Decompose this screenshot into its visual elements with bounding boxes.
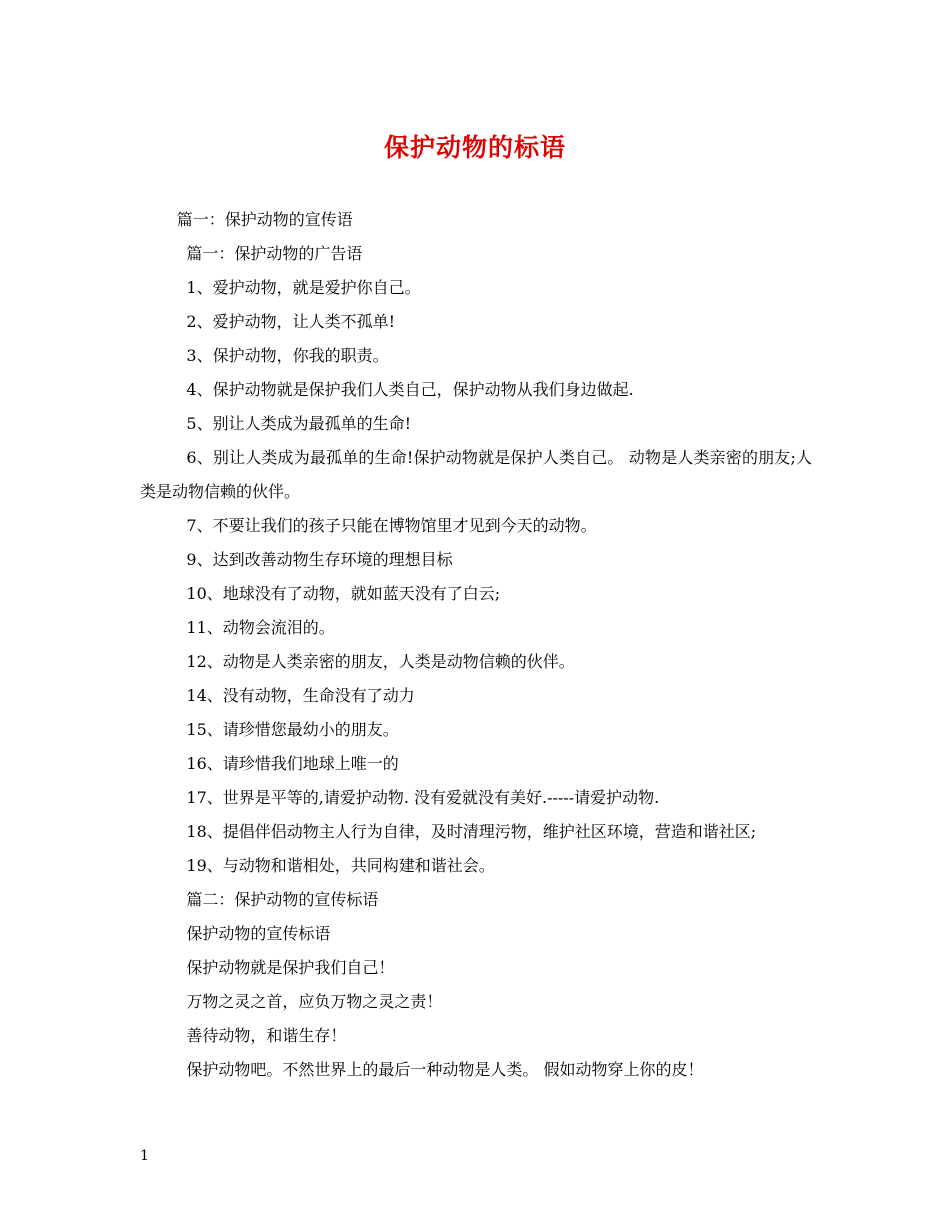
slogan-item: 10、地球没有了动物，就如蓝天没有了白云; bbox=[186, 584, 501, 603]
slogan-item: 14、没有动物，生命没有了动力 bbox=[186, 686, 415, 705]
slogan-item: 7、不要让我们的孩子只能在博物馆里才见到今天的动物。 bbox=[186, 516, 597, 535]
slogan-item: 4、保护动物就是保护我们人类自己，保护动物从我们身边做起. bbox=[186, 380, 634, 399]
section-heading: 篇二：保护动物的宣传标语 bbox=[186, 890, 379, 909]
sub-heading: 保护动物的宣传标语 bbox=[186, 924, 331, 943]
slogan-item: 保护动物就是保护我们自己！ bbox=[186, 958, 395, 977]
slogan-item: 6、别让人类成为最孤单的生命!保护动物就是保护人类自己。 动物是人类亲密的朋友;人类是动物信赖的伙伴。 bbox=[140, 448, 812, 501]
slogan-item: 17、世界是平等的,请爱护动物. 没有爱就没有美好.-----请爱护动物. bbox=[186, 788, 660, 807]
slogan-item: 9、达到改善动物生存环境的理想目标 bbox=[186, 550, 453, 569]
slogan-item: 12、动物是人类亲密的朋友，人类是动物信赖的伙伴。 bbox=[186, 652, 575, 671]
slogan-item: 保护动物吧。不然世界上的最后一种动物是人类。 假如动物穿上你的皮！ bbox=[186, 1060, 704, 1079]
slogan-item: 19、与动物和谐相处，共同构建和谐社会。 bbox=[186, 856, 495, 875]
slogan-item: 11、动物会流泪的。 bbox=[186, 618, 335, 637]
slogan-item: 2、爱护动物，让人类不孤单! bbox=[186, 312, 396, 331]
document-body bbox=[140, 203, 812, 1087]
slogan-item: 15、请珍惜您最幼小的朋友。 bbox=[186, 720, 399, 739]
slogan-item: 16、请珍惜我们地球上唯一的 bbox=[186, 754, 399, 773]
slogan-item: 5、别让人类成为最孤单的生命! bbox=[186, 414, 412, 433]
sub-heading: 篇一：保护动物的广告语 bbox=[186, 244, 363, 263]
document-title: 保护动物的标语 bbox=[383, 133, 566, 162]
page-number: 1 bbox=[140, 1148, 149, 1164]
slogan-item: 1、爱护动物，就是爱护你自己。 bbox=[186, 278, 421, 297]
slogan-item: 万物之灵之首，应负万物之灵之责！ bbox=[186, 992, 443, 1011]
slogan-item: 18、提倡伴侣动物主人行为自律，及时清理污物，维护社区环境，营造和谐社区; bbox=[186, 822, 757, 841]
section-heading: 篇一：保护动物的宣传语 bbox=[176, 210, 353, 229]
slogan-item: 3、保护动物，你我的职责。 bbox=[186, 346, 389, 365]
slogan-item: 善待动物，和谐生存！ bbox=[186, 1026, 347, 1045]
